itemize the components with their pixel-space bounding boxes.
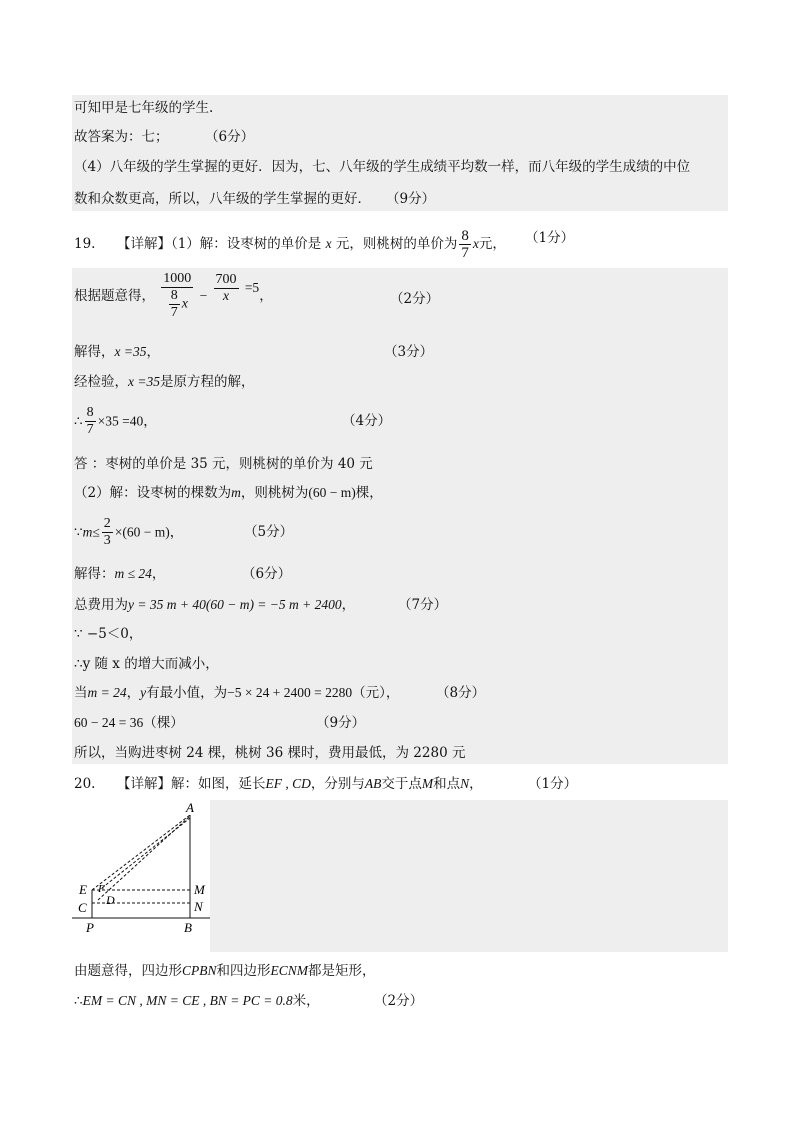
text: （2）解：设枣树的棵数为 <box>74 485 232 501</box>
text: ∴y 随 x 的增大而减小， <box>74 656 219 672</box>
score: （7分） <box>398 597 448 613</box>
text: （4）八年级的学生掌握的更好．因为，七、八年级的学生成绩平均数一样，而八年级的学生成绩的中位 <box>74 159 691 175</box>
q19-header <box>74 228 506 261</box>
score: （2分） <box>390 291 440 307</box>
equation-line <box>74 271 273 321</box>
score: （9分） <box>316 715 366 731</box>
score: （2分） <box>374 993 424 1009</box>
text: 米， <box>292 993 320 1009</box>
denominator: 7 <box>170 305 178 320</box>
text: ∵ <box>74 524 83 541</box>
text: ， <box>341 597 356 613</box>
text: 是原方程的解， <box>159 374 255 390</box>
score: （6分） <box>242 566 292 582</box>
text: 根据题意得， <box>74 288 155 304</box>
text: ， <box>143 413 157 430</box>
text: （1）解：设枣树的单价是 <box>170 236 322 252</box>
fraction <box>85 405 96 438</box>
text-line <box>74 372 254 392</box>
text-line <box>74 342 160 362</box>
score: （6分） <box>205 129 255 145</box>
label-b: B <box>184 920 192 935</box>
denominator: 7 <box>461 245 469 261</box>
text-line <box>74 454 373 474</box>
text-line <box>74 991 320 1011</box>
math: ECNM <box>270 963 309 978</box>
denominator <box>161 288 193 321</box>
text: 元，则桃树的单价为 <box>335 236 458 252</box>
text: 所以，当购进枣树 24 棵，桃树 36 棵时，费用最低，为 2280 元 <box>74 745 466 761</box>
math: EF , CD <box>265 776 311 791</box>
question-number: 20. <box>74 776 96 792</box>
text: 和四边形 <box>216 963 271 979</box>
text: 当 <box>74 685 88 701</box>
numerator: 2 <box>103 516 111 531</box>
math: x <box>181 296 188 312</box>
math: −5 × 24 + 2400 = 2280 <box>227 685 353 700</box>
math: y = 35 m + 40(60 − m) = −5 m + 2400 <box>128 597 342 612</box>
text-line <box>74 743 465 763</box>
text: ， <box>151 566 166 582</box>
text: （元）， <box>352 685 400 701</box>
text-line <box>74 483 383 503</box>
text: ， <box>469 776 483 792</box>
text: 解得： <box>74 566 115 582</box>
math: ×(60 − m) <box>114 524 170 540</box>
score: （9分） <box>386 191 436 207</box>
text: ， <box>146 344 160 360</box>
math: AB <box>364 776 382 791</box>
fraction <box>161 271 193 321</box>
operator: ≤ <box>92 524 100 540</box>
math: ×35 =40 <box>97 413 144 429</box>
text: ，分别与 <box>310 776 365 792</box>
math: m = 24 <box>87 685 127 700</box>
text-line <box>74 127 169 147</box>
operator: − <box>199 288 208 303</box>
text: 可知甲是七年级的学生. <box>74 100 214 116</box>
text: ， <box>169 524 184 541</box>
numerator: 1000 <box>163 271 192 286</box>
score: （1分） <box>525 230 575 246</box>
text: 和点 <box>433 776 461 792</box>
label-f: F <box>98 883 105 895</box>
text-line <box>74 98 213 118</box>
math: y <box>140 685 147 700</box>
text: 棵， <box>355 485 383 501</box>
equation-line <box>74 405 157 438</box>
denominator: 3 <box>103 533 111 548</box>
text: ∵ −5＜0， <box>74 626 143 642</box>
label-d: D <box>106 893 115 907</box>
dashed-ea <box>92 815 190 890</box>
label-e: E <box>79 882 87 897</box>
text: ∴ <box>74 993 83 1009</box>
math: (60 − m) <box>308 485 356 500</box>
score: （3分） <box>384 344 434 360</box>
text: 故答案为：七； <box>74 129 169 145</box>
fraction <box>102 516 113 549</box>
label-a: A <box>186 800 194 815</box>
text: ∴ <box>74 413 83 430</box>
denominator: x <box>222 288 230 304</box>
text-line <box>74 683 399 703</box>
text: 有最小值，为 <box>146 685 228 701</box>
score: （4分） <box>342 413 392 429</box>
math: m ≤ 24 <box>114 566 152 581</box>
text-line <box>74 624 142 644</box>
numerator: 700 <box>215 271 237 287</box>
score: （5分） <box>244 524 294 540</box>
text: 交于点 <box>381 776 422 792</box>
tag: 【详解】 <box>116 236 171 252</box>
text-line <box>74 961 376 981</box>
fraction <box>169 288 180 321</box>
label-n: N <box>194 899 203 914</box>
text: 经检验， <box>74 374 128 390</box>
text: 数和众数更高，所以，八年级的学生掌握的更好． <box>74 191 371 207</box>
text-line <box>74 189 371 209</box>
label-p: P <box>86 920 94 935</box>
label-c: C <box>78 900 87 915</box>
numerator: 8 <box>170 288 178 303</box>
text: 解得， <box>74 344 115 360</box>
math: x <box>472 236 479 251</box>
text: 元， <box>478 236 506 252</box>
dashed-da <box>98 816 190 900</box>
equation-line <box>74 516 183 549</box>
math: 60 − 24 = 36 <box>74 715 144 730</box>
text: 解：如图，延长 <box>170 776 266 792</box>
math: N <box>460 776 470 791</box>
text: （棵） <box>143 715 184 731</box>
numerator: 8 <box>86 405 94 420</box>
tag: 【详解】 <box>116 776 171 792</box>
numerator: 8 <box>461 228 469 244</box>
text: 都是矩形， <box>308 963 376 979</box>
denominator: 7 <box>86 422 94 437</box>
math: m <box>82 524 93 540</box>
score: （1分） <box>528 776 578 792</box>
text-line <box>74 157 690 177</box>
text-line <box>74 654 219 674</box>
fraction <box>459 228 471 261</box>
score: （8分） <box>436 685 486 701</box>
text-line <box>74 595 355 615</box>
shade-figure <box>210 800 728 952</box>
label-m: M <box>194 882 205 897</box>
text: 总费用为 <box>74 597 128 613</box>
text-line <box>74 713 184 733</box>
q20-header <box>74 774 483 794</box>
fraction <box>214 272 239 305</box>
math: =5 <box>244 280 260 295</box>
text: ，则桃树为 <box>240 485 309 501</box>
math: EM = CN , MN = CE , BN = PC = 0.8 <box>82 993 293 1008</box>
math: m <box>231 485 241 500</box>
text-line <box>74 564 165 584</box>
math: x =35 <box>128 374 160 389</box>
geometry-figure <box>72 800 212 940</box>
text: 由题意得，四边形 <box>74 963 182 979</box>
question-number: 19. <box>74 236 96 252</box>
math: x <box>325 236 332 251</box>
text: 答 ：枣树的单价是 35 元，则桃树的单价为 40 元 <box>74 456 373 472</box>
math: M <box>421 776 434 791</box>
math: x =35 <box>114 344 147 359</box>
text: ， <box>126 685 141 701</box>
math: CPBN <box>182 963 217 978</box>
text: ， <box>259 288 273 304</box>
